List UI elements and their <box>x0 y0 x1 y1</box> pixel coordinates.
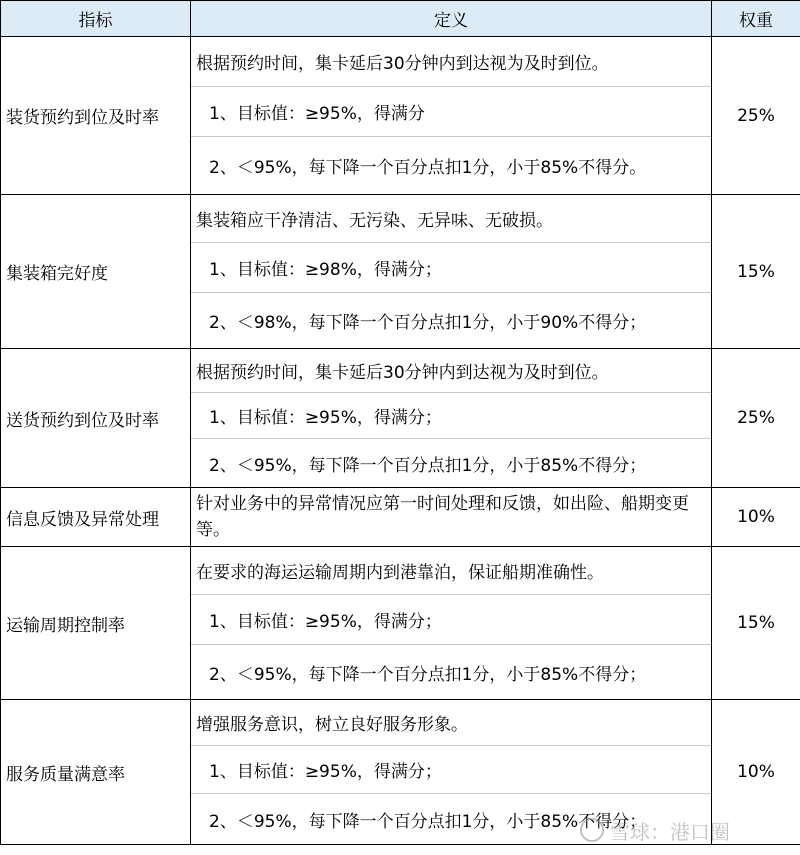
definition-cell <box>191 195 712 349</box>
definition-line: 2、＜95%，每下降一个百分点扣1分，小于85%不得分。 <box>209 158 647 178</box>
definition-line: 1、目标值：≥95%，得满分 <box>191 87 711 137</box>
header-definition: 定义 <box>191 1 712 37</box>
definition-cell <box>191 547 712 700</box>
definition-cell <box>191 37 712 195</box>
definition-line: 根据预约时间，集卡延后30分钟内到达视为及时到位。 <box>191 37 711 87</box>
definition-line: 1、目标值：≥98%，得满分； <box>191 243 711 293</box>
weight-cell: 25% <box>712 37 800 195</box>
definition-line: 2、＜95%，每下降一个百分点扣1分，小于85%不得分； <box>209 811 647 832</box>
xueqiu-logo-icon <box>580 818 604 842</box>
definition-line: 1、目标值：≥95%，得满分； <box>191 595 711 645</box>
table-row <box>1 37 800 195</box>
definition-cell <box>191 488 712 547</box>
table-row <box>1 195 800 349</box>
definition-cell <box>191 349 712 488</box>
definition-line: 增强服务意识，树立良好服务形象。 <box>191 700 711 746</box>
weight-cell: 10% <box>712 700 800 845</box>
metric-cell: 装货预约到位及时率 <box>1 37 191 195</box>
definition-line: 2、＜95%，每下降一个百分点扣1分，小于85%不得分； <box>209 664 647 685</box>
header-metric: 指标 <box>1 1 191 37</box>
definition-line: 2、＜95%，每下降一个百分点扣1分，小于85%不得分； <box>209 455 647 476</box>
definition-line: 在要求的海运运输周期内到港靠泊，保证船期准确性。 <box>191 547 711 595</box>
table-header-row <box>1 1 800 37</box>
table-row <box>1 547 800 700</box>
definition-line: 针对业务中的异常情况应第一时间处理和反馈，如出险、船期变更等。 <box>196 494 689 540</box>
metric-cell: 集装箱完好度 <box>1 195 191 349</box>
definition-line: 1、目标值：≥95%，得满分； <box>191 393 711 439</box>
metric-cell: 信息反馈及异常处理 <box>1 488 191 547</box>
metric-cell: 运输周期控制率 <box>1 547 191 700</box>
header-weight: 权重 <box>712 1 800 37</box>
metric-cell: 服务质量满意率 <box>1 700 191 845</box>
weight-cell: 15% <box>712 195 800 349</box>
definition-line: 集装箱应干净清洁、无污染、无异味、无破损。 <box>191 195 711 243</box>
weight-cell: 25% <box>712 349 800 488</box>
definition-line: 1、目标值：≥95%，得满分； <box>191 746 711 794</box>
metric-cell: 送货预约到位及时率 <box>1 349 191 488</box>
watermark <box>580 815 780 845</box>
watermark-text: 雪球：港口圈 <box>610 819 730 844</box>
definition-line: 2、＜98%，每下降一个百分点扣1分，小于90%不得分； <box>209 313 647 333</box>
weight-cell: 15% <box>712 547 800 700</box>
definition-line: 根据预约时间，集卡延后30分钟内到达视为及时到位。 <box>191 349 711 393</box>
table-row <box>1 349 800 488</box>
table-row <box>1 488 800 547</box>
weight-cell: 10% <box>712 488 800 547</box>
